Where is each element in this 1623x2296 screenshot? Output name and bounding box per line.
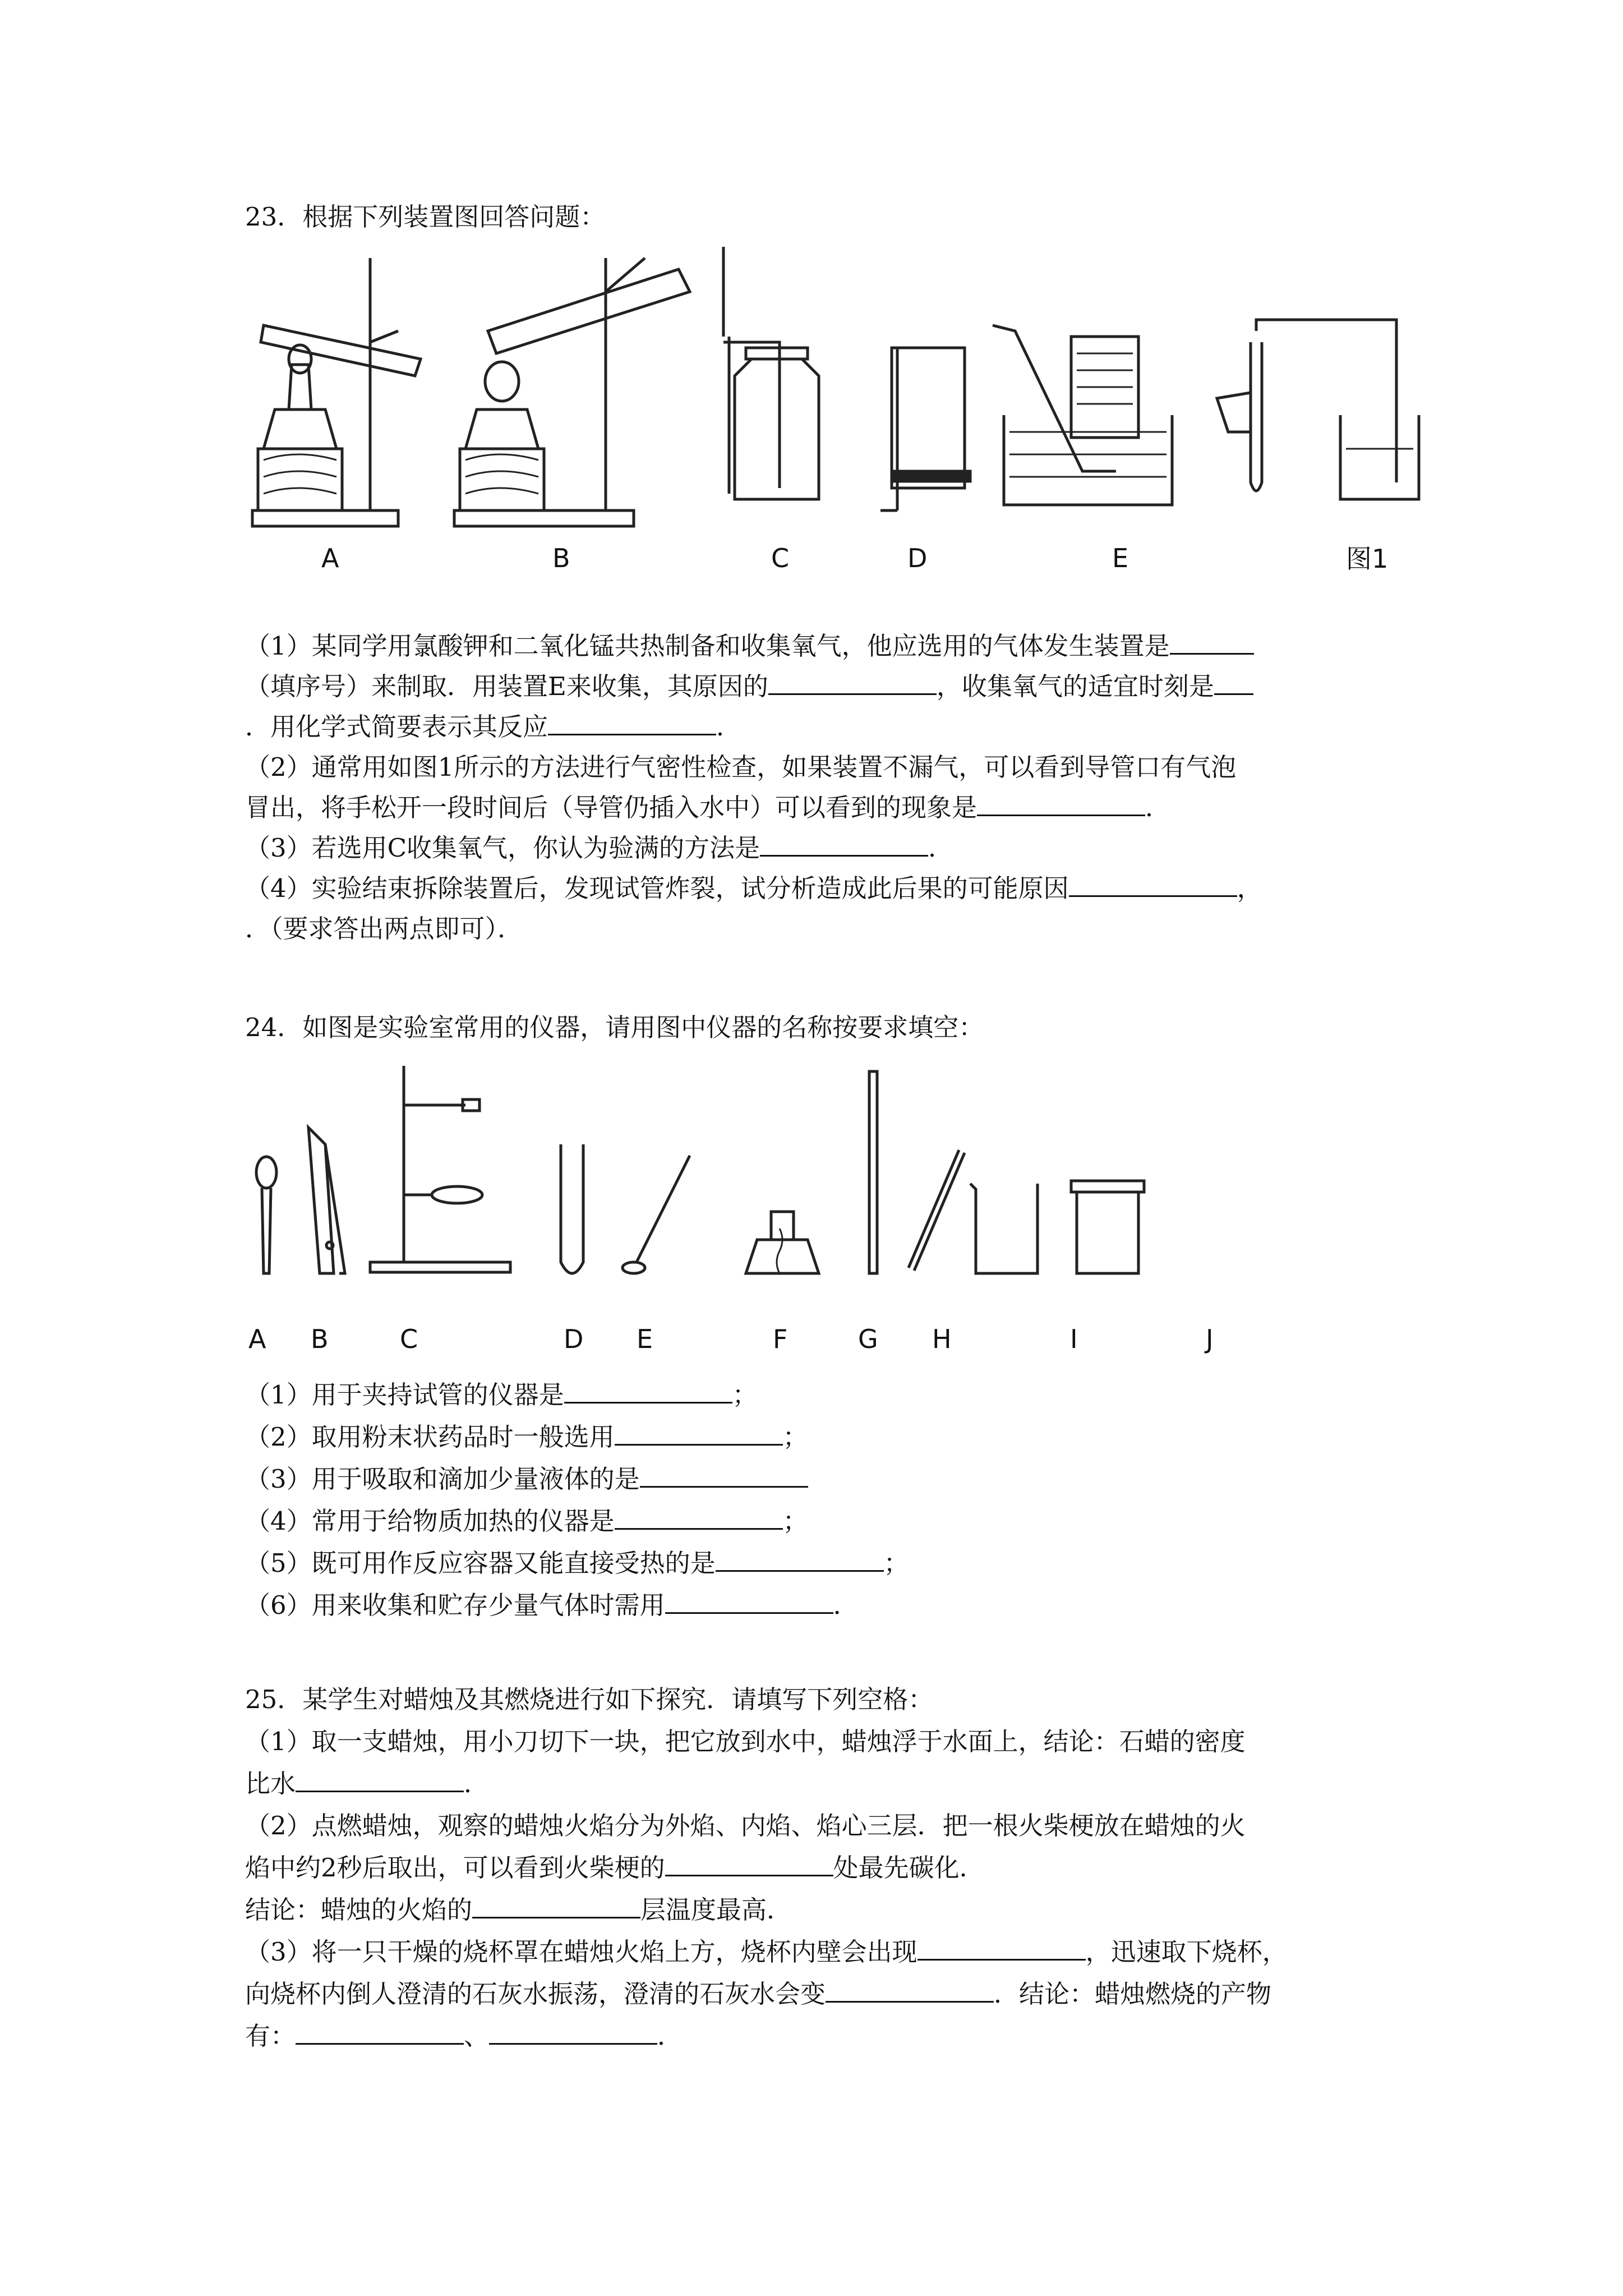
fig24-label-f: F — [773, 1324, 788, 1354]
q25-line-6: （3）将一只干燥的烧杯罩在蜡烛火焰上方，烧杯内壁会出现 ，迅速取下烧杯， — [245, 1934, 1288, 1970]
answer-blank[interactable] — [665, 1588, 833, 1614]
fig24-label-g: G — [858, 1324, 878, 1354]
answer-blank[interactable] — [564, 1377, 732, 1404]
fig23-label-a: A — [321, 543, 339, 573]
q24-item-5: （5）既可用作反应容器又能直接受热的是 ； — [245, 1545, 909, 1581]
fig23-label-c: C — [771, 543, 790, 573]
answer-blank[interactable] — [548, 709, 716, 735]
fig23-label-d: D — [907, 543, 928, 573]
q24-item-4: （4）常用于给物质加热的仪器是 ； — [245, 1503, 808, 1539]
q24-item-6: （6）用来收集和贮存少量气体时需用 ． — [245, 1588, 859, 1623]
answer-blank[interactable] — [1170, 628, 1254, 655]
figure-1-airtightness-icon — [1217, 320, 1419, 499]
beaker-icon — [970, 1184, 1038, 1273]
answer-blank[interactable] — [489, 2018, 657, 2045]
spatula-icon — [623, 1156, 690, 1273]
q24-item-2: （2）取用粉末状药品时一般选用 ； — [245, 1419, 808, 1455]
fig24-label-b: B — [311, 1324, 329, 1354]
answer-blank[interactable] — [472, 1892, 640, 1918]
fig24-label-i: I — [1070, 1324, 1078, 1354]
apparatus-b-icon — [454, 258, 690, 526]
answer-blank[interactable] — [716, 1545, 884, 1572]
test-tube-icon — [561, 1144, 583, 1273]
answer-blank[interactable] — [615, 1419, 783, 1446]
answer-blank[interactable] — [1214, 669, 1253, 695]
dropper-icon — [256, 1157, 276, 1273]
q23-line-3: ．用化学式简要表示其反应 ． — [245, 709, 741, 745]
answer-blank[interactable] — [296, 2018, 464, 2045]
fig24-label-d: D — [564, 1324, 584, 1354]
q25-line-1: （1）取一支蜡烛，用小刀切下一块，把它放到水中，蜡烛浮于水面上，结论：石蜡的密度 — [245, 1727, 1246, 1756]
q23-line-6: （3）若选用C收集氧气，你认为验满的方法是 ． — [245, 830, 953, 866]
apparatus-e-trough-icon — [993, 325, 1172, 505]
q23-line-5: 冒出，将手松开一段时间后（导管仍插入水中）可以看到的现象是 ． — [245, 790, 1170, 826]
test-tube-holder-icon — [308, 1128, 345, 1273]
q24-title: 24．如图是实验室常用的仪器，请用图中仪器的名称按要求填空： — [245, 1013, 984, 1042]
gas-jar-icon — [1071, 1181, 1144, 1273]
q24-item-1: （1）用于夹持试管的仪器是 ； — [245, 1377, 758, 1413]
q23-line-1: （1）某同学用氯酸钾和二氧化锰共热制备和收集氧气，他应选用的气体发生装置是 — [245, 628, 1254, 664]
q23-line-8: ．（要求答出两点即可）． — [245, 914, 523, 944]
q24-instruments-figure — [241, 1060, 1262, 1285]
fig23-label-b: B — [552, 543, 570, 573]
iron-stand-icon — [370, 1066, 510, 1272]
answer-blank[interactable] — [615, 1503, 783, 1530]
fig23-label-fig1: 图1 — [1346, 544, 1389, 574]
fig23-label-e: E — [1112, 543, 1129, 573]
glass-rod-icon — [869, 1071, 877, 1273]
answer-blank[interactable] — [296, 1766, 464, 1792]
q25-line-4: 焰中约2秒后取出，可以看到火柴梗的 处最先碳化． — [245, 1850, 985, 1886]
q24-item-3: （3）用于吸取和滴加少量液体的是 — [245, 1461, 808, 1497]
answer-blank[interactable] — [768, 669, 937, 695]
answer-blank[interactable] — [760, 830, 928, 857]
alcohol-lamp-icon — [746, 1212, 819, 1273]
apparatus-a-icon — [252, 258, 421, 526]
q25-line-2: 比水 ． — [245, 1766, 489, 1802]
q25-title: 25．某学生对蜡烛及其燃烧进行如下探究．请填写下列空格： — [245, 1685, 934, 1714]
answer-blank[interactable] — [826, 1976, 994, 2003]
answer-blank[interactable] — [640, 1461, 808, 1488]
q25-line-3: （2）点燃蜡烛，观察的蜡烛火焰分为外焰、内焰、焰心三层．把一根火柴梗放在蜡烛的火 — [245, 1811, 1246, 1841]
q23-line-2: （填序号）来制取．用装置E来收集，其原因的 ，收集氧气的适宜时刻是 — [245, 669, 1253, 705]
fig24-label-c: C — [400, 1324, 418, 1354]
fig24-label-j: J — [1206, 1324, 1214, 1354]
tweezers-icon — [909, 1150, 965, 1271]
apparatus-d-bottle-icon — [880, 348, 970, 510]
q25-line-8: 有： 、 ． — [245, 2018, 683, 2054]
answer-blank[interactable] — [977, 790, 1145, 816]
q25-line-5: 结论：蜡烛的火焰的 层温度最高． — [245, 1892, 792, 1928]
fig24-label-a: A — [248, 1324, 266, 1354]
q23-title: 23．根据下列装置图回答问题： — [245, 202, 606, 232]
q23-line-4: （2）通常用如图1所示的方法进行气密性检查，如果装置不漏气，可以看到导管口有气泡 — [245, 752, 1237, 782]
q23-apparatus-figure — [241, 247, 1447, 539]
answer-blank[interactable] — [1069, 871, 1237, 897]
fig24-label-e: E — [637, 1324, 653, 1354]
fig24-label-h: H — [932, 1324, 952, 1354]
answer-blank[interactable] — [917, 1934, 1086, 1961]
q23-line-7: （4）实验结束拆除装置后，发现试管炸裂，试分析造成此后果的可能原因 ， — [245, 871, 1262, 907]
q25-line-7: 向烧杯内倒人澄清的石灰水振荡，澄清的石灰水会变 ．结论：蜡烛燃烧的产物 — [245, 1976, 1271, 2012]
answer-blank[interactable] — [665, 1850, 833, 1876]
apparatus-c-bottle-icon — [723, 247, 819, 499]
